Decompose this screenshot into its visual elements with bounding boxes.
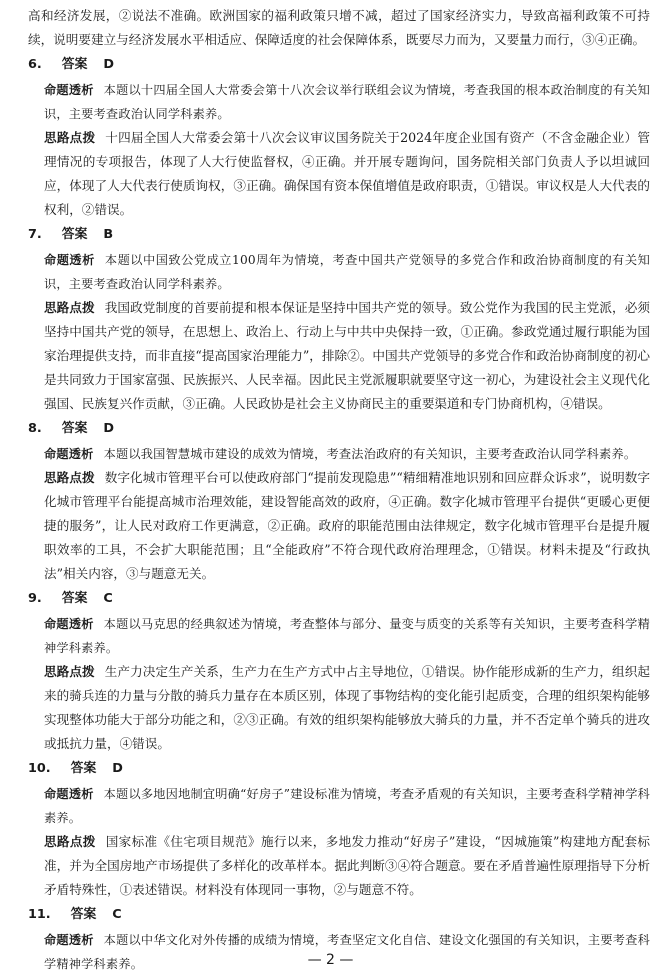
analysis-paragraph xyxy=(44,782,650,830)
reasoning-text: 国家标准《住宅项目规范》施行以来，多地发力推动“好房子”建设，“因城施策”构建地方配套标准，并为全国房地产市场提供了多样化的改革样本。据此判断③④符合题意。要在矛盾普遍性原理指导下分析矛盾特殊性，①表述错误。材料没有体现同一事物，②与题意不符。 xyxy=(44,834,650,897)
answer-value: D xyxy=(112,761,123,776)
question-answer-line xyxy=(28,586,650,612)
reasoning-text: 数字化城市管理平台可以使政府部门“提前发现隐患”“精细精准地识别和回应群众诉求”，说明数字化城市管理平台能提高城市治理效能，建设智能高效的政府，④正确。数字化城市管理平台提供“更暖心更便捷的服务”，让人民对政府工作更满意，②正确。政府的职能范围由法律规定，数字化城市管理平台是提升履职效率的工具，不会扩大职能范围；且“全能政府”不符合现代政府治理理念，①错误。材料未提及“行政执法”相关内容，③与题意无关。 xyxy=(44,470,651,581)
analysis-label: 命题透析 xyxy=(44,83,94,97)
reasoning-label: 思路点拨 xyxy=(44,300,95,315)
question-number: 6. xyxy=(28,57,42,72)
answer-label: 答案 xyxy=(70,761,97,776)
analysis-text: 本题以十四届全国人大常委会第十八次会议举行联组会议为情境，考查我国的根本政治制度的有关知识，主要考查政治认同学科素养。 xyxy=(44,83,650,121)
answer-content xyxy=(28,4,650,976)
question-answer-line xyxy=(28,416,650,442)
reasoning-label: 思路点拨 xyxy=(44,130,96,145)
reasoning-paragraph xyxy=(44,466,650,586)
answer-value: C xyxy=(112,907,122,922)
analysis-paragraph xyxy=(44,248,650,296)
question-number: 7. xyxy=(28,227,42,242)
question-answer-line xyxy=(28,902,650,928)
analysis-label: 命题透析 xyxy=(44,617,94,631)
question-number: 9. xyxy=(28,591,42,606)
reasoning-text: 我国政党制度的首要前提和根本保证是坚持中国共产党的领导。致公党作为我国的民主党派，必须坚持中国共产党的领导，在思想上、政治上、行动上与中共中央保持一致，①正确。参政党通过履行职能为国家治理提供支持，而非直接“提高国家治理能力”，排除②。中国共产党领导的多党合作和政治协商制度的初心是共同致力于国家富强、民族振兴、人民幸福。因此民主党派履职就要坚守这一初心，为建设社会主义现代化强国、民族复兴作贡献，③正确。人民政协是社会主义协商民主的重要渠道和专门协商机构，④错误。 xyxy=(44,300,651,411)
question-answer-line xyxy=(28,52,650,78)
reasoning-paragraph xyxy=(44,660,650,756)
reasoning-paragraph xyxy=(44,126,650,222)
reasoning-text: 生产力决定生产关系，生产力在生产方式中占主导地位，①错误。协作能形成新的生产力，组织起来的骑兵连的力量与分散的骑兵力量存在本质区别，体现了事物结构的变化能引起质变，合理的组织架构能够实现整体功能大于部分功能之和，②③正确。有效的组织架构能够放大骑兵的力量，并不否定单个骑兵的进攻或抵抗力量，④错误。 xyxy=(44,664,651,751)
analysis-paragraph xyxy=(44,612,650,660)
answer-label: 答案 xyxy=(61,591,88,606)
answer-label: 答案 xyxy=(61,57,88,72)
answer-label: 答案 xyxy=(61,227,88,242)
reasoning-paragraph xyxy=(44,296,650,416)
analysis-label: 命题透析 xyxy=(44,933,94,947)
question-item xyxy=(28,222,650,416)
analysis-text: 本题以马克思的经典叙述为情境，考查整体与部分、量变与质变的关系等有关知识，主要考查科学精神学科素养。 xyxy=(44,617,650,655)
answer-value: D xyxy=(103,57,114,72)
question-answer-line xyxy=(28,222,650,248)
question-number: 11. xyxy=(28,907,51,922)
question-item xyxy=(28,416,650,586)
question-item xyxy=(28,52,650,222)
analysis-label: 命题透析 xyxy=(44,447,94,461)
reasoning-text: 十四届全国人大常委会第十八次会议审议国务院关于2024年度企业国有资产（不含金融企业）管理情况的专项报告，体现了人大行使监督权，④正确。并开展专题询问，国务院相关部门负责人予以坦诚回应，体现了人大代表行使质询权，③正确。确保国有资本保值增值是政府职责，①错误。审议权是人大代表的权利，②错误。 xyxy=(44,130,651,217)
page-number: — 2 — xyxy=(307,952,354,968)
reasoning-paragraph xyxy=(44,830,650,902)
answer-label: 答案 xyxy=(70,907,97,922)
question-list xyxy=(28,52,650,976)
analysis-text: 本题以中华文化对外传播的成绩为情境，考查坚定文化自信、建设文化强国的有关知识，主要考查科学精神学科素养。 xyxy=(44,933,650,971)
answer-value: C xyxy=(103,591,113,606)
analysis-label: 命题透析 xyxy=(44,253,95,267)
analysis-paragraph xyxy=(44,78,650,126)
analysis-paragraph xyxy=(44,442,650,466)
reasoning-label: 思路点拨 xyxy=(44,470,95,485)
answer-label: 答案 xyxy=(61,421,88,436)
answer-value: B xyxy=(103,227,114,242)
reasoning-label: 思路点拨 xyxy=(44,664,95,679)
question-number: 8. xyxy=(28,421,42,436)
intro-paragraph: 高和经济发展，②说法不准确。欧洲国家的福利政策只增不减，超过了国家经济实力，导致高福利政策不可持续，说明要建立与经济发展水平相适应、保障适度的社会保障体系，既要尽力而为，又要量力而行，③④正确。 xyxy=(28,8,650,47)
question-answer-line xyxy=(28,756,650,782)
answer-value: D xyxy=(103,421,114,436)
reasoning-label: 思路点拨 xyxy=(44,834,96,849)
analysis-text: 本题以多地因地制宜明确“好房子”建设标准为情境，考查矛盾观的有关知识，主要考查科学精神学科素养。 xyxy=(44,787,650,825)
question-number: 10. xyxy=(28,761,51,776)
analysis-text: 本题以中国致公党成立100周年为情境，考查中国共产党领导的多党合作和政治协商制度的有关知识，主要考查政治认同学科素养。 xyxy=(44,253,650,291)
question-item xyxy=(28,756,650,902)
analysis-text: 本题以我国智慧城市建设的成效为情境，考查法治政府的有关知识，主要考查政治认同学科素养。 xyxy=(103,447,637,461)
question-item xyxy=(28,586,650,756)
analysis-label: 命题透析 xyxy=(44,787,94,801)
